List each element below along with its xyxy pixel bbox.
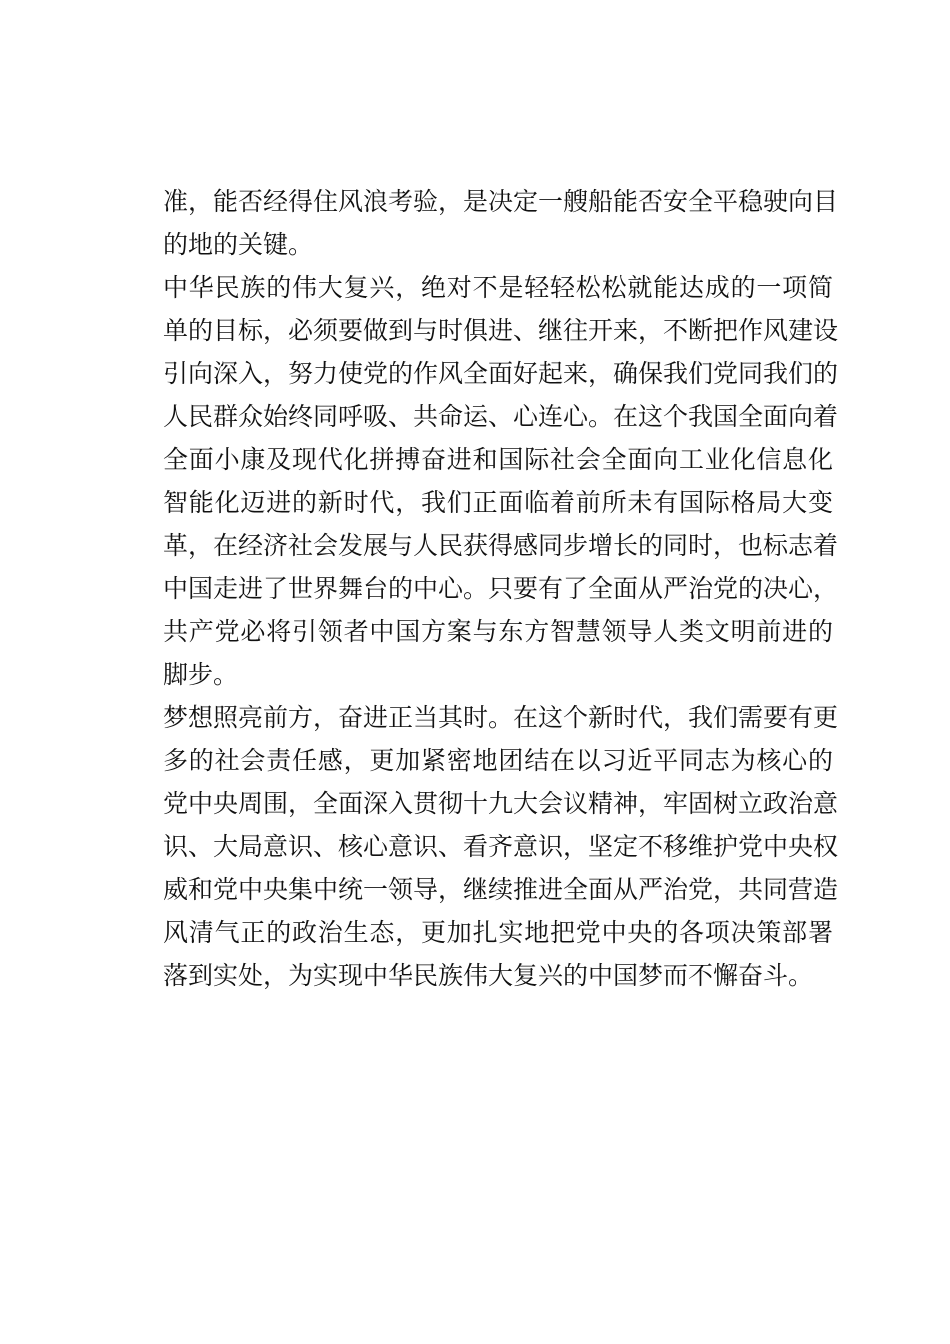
text-line: 准，能否经得住风浪考验，是决定一艘船能否安全平稳驶向目 bbox=[163, 187, 839, 216]
text-line: 引向深入，努力使党的作风全面好起来，确保我们党同我们的 bbox=[163, 359, 839, 388]
text-line: 革，在经济社会发展与人民获得感同步增长的同时，也标志着 bbox=[163, 531, 839, 560]
text-line: 识、大局意识、核心意识、看齐意识，坚定不移维护党中央权 bbox=[163, 832, 839, 861]
text-line: 威和党中央集中统一领导，继续推进全面从严治党，共同营造 bbox=[163, 875, 839, 904]
text-line: 人民群众始终同呼吸、共命运、心连心。在这个我国全面向着 bbox=[163, 402, 839, 431]
text-line: 党中央周围，全面深入贯彻十九大会议精神，牢固树立政治意 bbox=[163, 789, 839, 818]
text-line: 共产党必将引领者中国方案与东方智慧领导人类文明前进的 bbox=[163, 617, 833, 646]
text-line: 中国走进了世界舞台的中心。只要有了全面从严治党的决心， bbox=[163, 574, 839, 603]
text-line: 全面小康及现代化拼搏奋进和国际社会全面向工业化信息化 bbox=[163, 445, 833, 474]
text-line: 单的目标，必须要做到与时俱进、继往开来，不断把作风建设 bbox=[163, 316, 839, 345]
text-line: 风清气正的政治生态，更加扎实地把党中央的各项决策部署 bbox=[163, 918, 833, 947]
text-line: 落到实处，为实现中华民族伟大复兴的中国梦而不懈奋斗。 bbox=[163, 961, 814, 990]
text-line: 脚步。 bbox=[163, 660, 239, 689]
text-line: 梦想照亮前方，奋进正当其时。在这个新时代，我们需要有更 bbox=[163, 703, 839, 732]
text-line: 多的社会责任感，更加紧密地团结在以习近平同志为核心的 bbox=[163, 746, 833, 775]
body-text bbox=[163, 180, 839, 997]
paragraph-2 bbox=[163, 266, 839, 696]
paragraph-3 bbox=[163, 696, 839, 997]
paragraph-1 bbox=[163, 180, 839, 266]
text-line: 的地的关键。 bbox=[163, 230, 314, 259]
text-line: 中华民族的伟大复兴，绝对不是轻轻松松就能达成的一项简 bbox=[163, 273, 833, 302]
text-line: 智能化迈进的新时代，我们正面临着前所未有国际格局大变 bbox=[163, 488, 833, 517]
